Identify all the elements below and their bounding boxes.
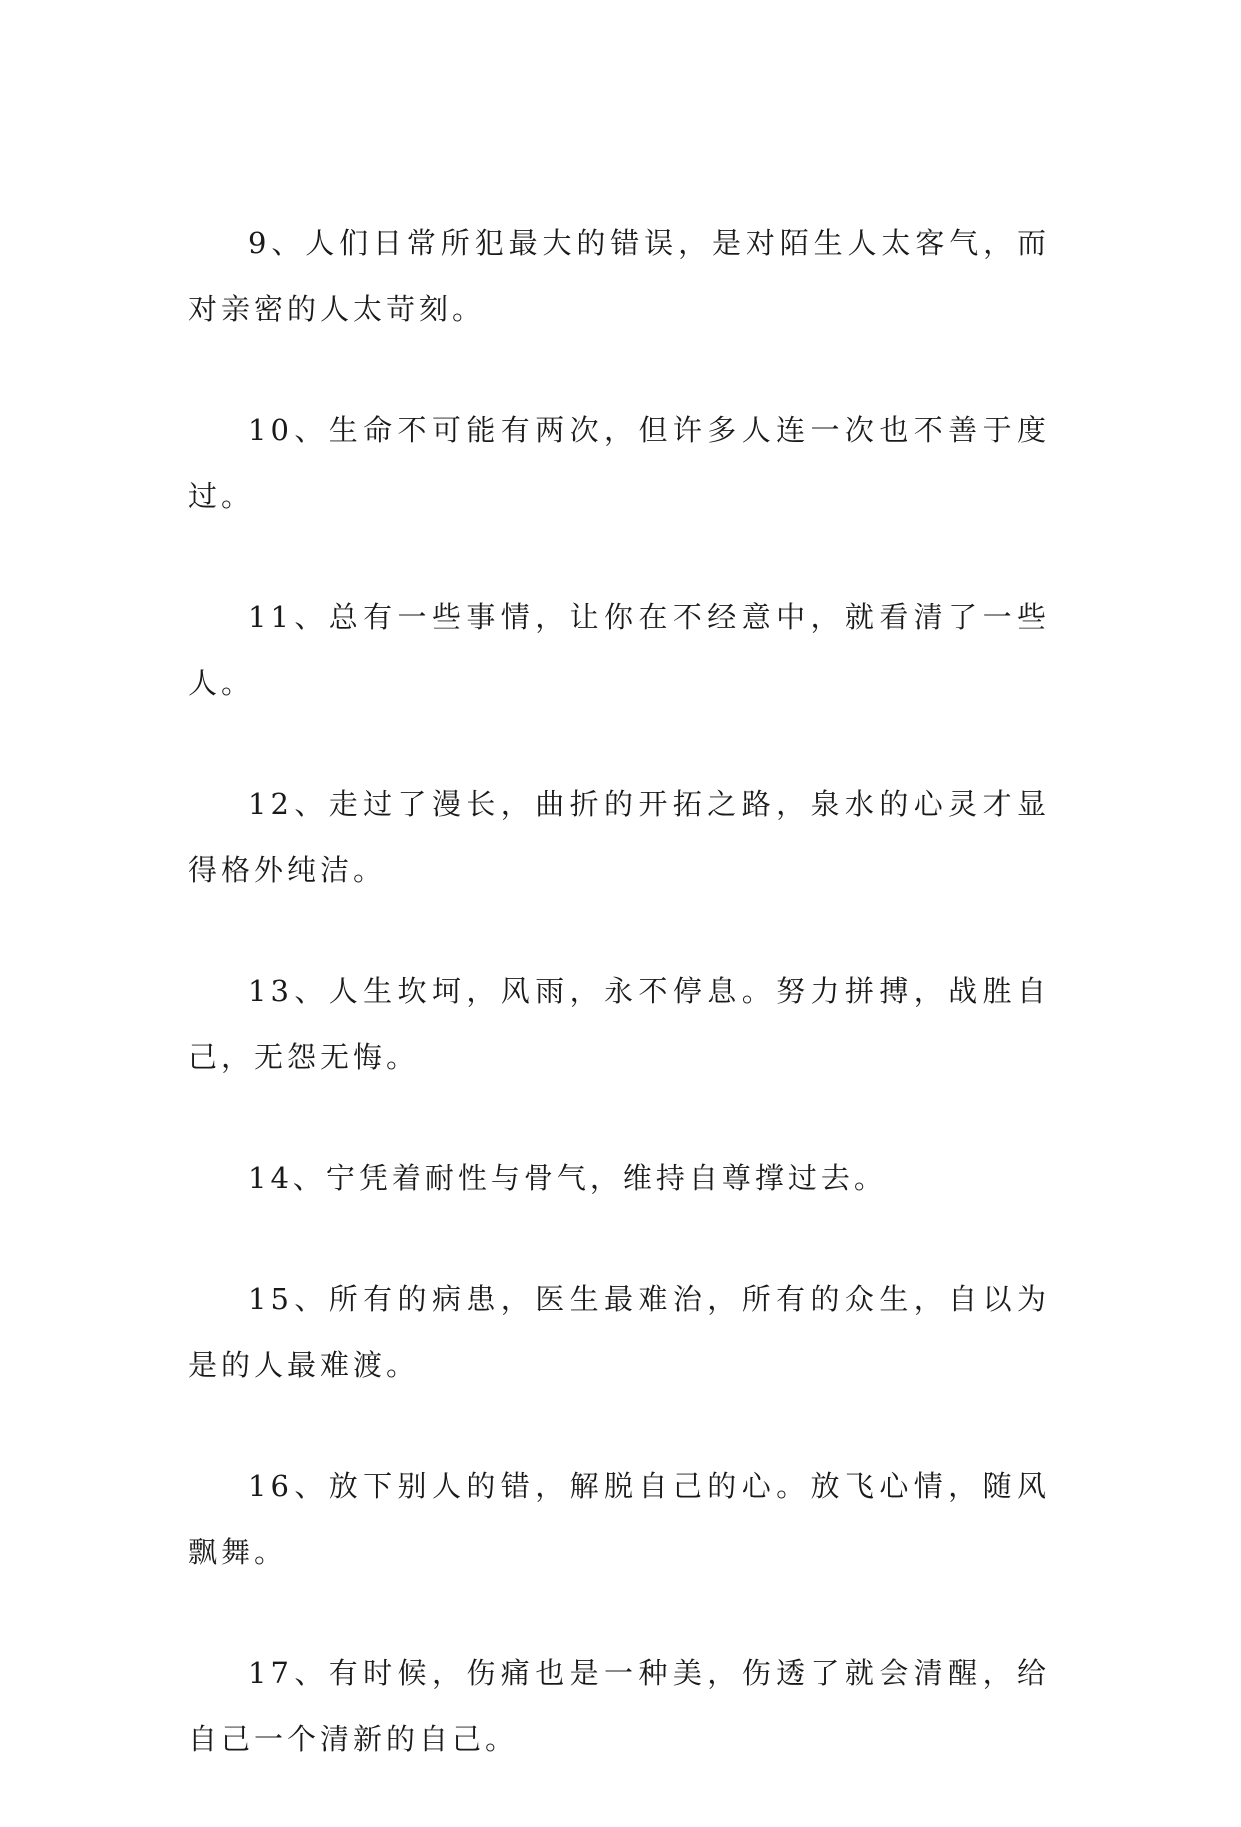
list-item: 11、总有一些事情，让你在不经意中，就看清了一些人。 xyxy=(188,600,1050,700)
list-item: 9、人们日常所犯最大的错误，是对陌生人太客气，而对亲密的人太苛刻。 xyxy=(188,226,1050,326)
list-item: 10、生命不可能有两次，但许多人连一次也不善于度过。 xyxy=(188,413,1050,513)
list-item: 14、宁凭着耐性与骨气，维持自尊撑过去。 xyxy=(248,1161,887,1195)
document-body xyxy=(188,210,1050,1827)
list-item: 12、走过了漫长，曲折的开拓之路，泉水的心灵才显得格外纯洁。 xyxy=(188,787,1050,887)
list-item: 15、所有的病患，医生最难治，所有的众生，自以为是的人最难渡。 xyxy=(188,1282,1050,1382)
list-item: 13、人生坎坷，风雨，永不停息。努力拼搏，战胜自己，无怨无悔。 xyxy=(188,974,1050,1074)
list-item: 16、放下别人的错，解脱自己的心。放飞心情，随风飘舞。 xyxy=(188,1469,1050,1569)
list-item: 17、有时候，伤痛也是一种美，伤透了就会清醒，给自己一个清新的自己。 xyxy=(188,1656,1050,1756)
